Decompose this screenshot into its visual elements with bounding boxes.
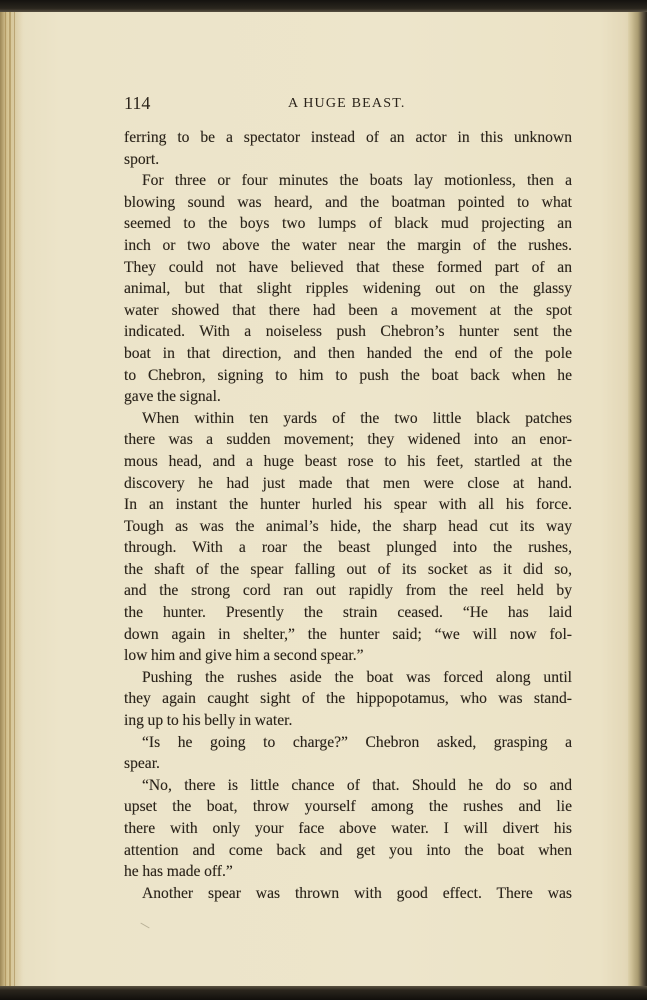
text-line: gave the signal. — [124, 388, 221, 406]
text-line: sport. — [124, 150, 160, 168]
text-line: Another spear was thrown with good effect. There was — [142, 884, 572, 902]
text-line: ferring to be a spectator instead of an actor in this unknown — [124, 129, 572, 146]
text-line: he has made off.” — [124, 863, 233, 881]
page-number: 114 — [124, 93, 151, 113]
text-line: blowing sound was heard, and the boatman pointed to what — [124, 193, 572, 211]
text-line: They could not have believed that these formed part of an — [124, 258, 572, 276]
text-line: down again in shelter,” the hunter said; “we will now fol- — [124, 625, 572, 643]
text-line: low him and give him a second spear.” — [124, 647, 364, 665]
text-line: seemed to the boys two lumps of black mud projecting an — [124, 215, 572, 233]
text-line: there was a sudden movement; they widened into an enor- — [124, 431, 572, 449]
text-line: to Chebron, signing to him to push the boat back when he — [124, 366, 572, 384]
gutter-line — [5, 12, 6, 990]
text-line: and the strong cord ran out rapidly from the reel held by — [124, 582, 572, 600]
binding-gutter — [0, 12, 24, 990]
text-line: there with only your face above water. I will divert his — [124, 820, 572, 837]
page-right-edge — [628, 12, 647, 990]
text-line: “No, there is little chance of that. Should he do so and — [142, 776, 572, 794]
text-line: the shaft of the spear falling out of its socket as it did so, — [124, 560, 572, 578]
text-line: boat in that direction, and then handed the end of the pole — [124, 344, 572, 362]
text-line: discovery he had just made that men were close at hand. — [124, 474, 572, 492]
text-line: animal, but that slight ripples widening out on the glassy — [124, 280, 572, 298]
text-line: When within ten yards of the two little black patches — [142, 409, 572, 427]
running-head-title: A HUGE BEAST. — [288, 96, 406, 111]
text-line: inch or two above the water near the margin of the rushes. — [124, 236, 572, 254]
text-line: water showed that there had been a movement at the spot — [124, 301, 572, 319]
text-line: upset the boat, throw yourself among the rushes and lie — [124, 798, 572, 816]
text-line: Pushing the rushes aside the boat was forced along until — [142, 668, 572, 686]
text-line: the hunter. Presently the strain ceased. “He has laid — [124, 604, 572, 622]
gutter-line — [14, 12, 15, 990]
running-header — [0, 92, 647, 116]
text-line: they again caught sight of the hippopotamus, who was stand- — [124, 690, 572, 708]
text-line: In an instant the hunter hurled his spear with all his force. — [124, 496, 572, 514]
scan-bottom-edge — [0, 986, 647, 1000]
text-line: Tough as was the animal’s hide, the sharp head cut its way — [124, 517, 572, 535]
text-line: spear. — [124, 755, 160, 773]
text-line: attention and come back and get you into the boat when — [124, 841, 572, 859]
text-line: through. With a roar the beast plunged into the rushes, — [124, 539, 572, 557]
text-line: mous head, and a huge beast rose to his feet, startled at the — [124, 452, 572, 470]
text-line: “Is he going to charge?” Chebron asked, grasping a — [142, 733, 572, 751]
text-line: For three or four minutes the boats lay motionless, then a — [142, 172, 572, 190]
body-text — [124, 127, 572, 904]
gutter-line — [9, 12, 11, 990]
text-line: indicated. With a noiseless push Chebron’s hunter sent the — [124, 323, 572, 341]
text-line: ing up to his belly in water. — [124, 712, 293, 730]
